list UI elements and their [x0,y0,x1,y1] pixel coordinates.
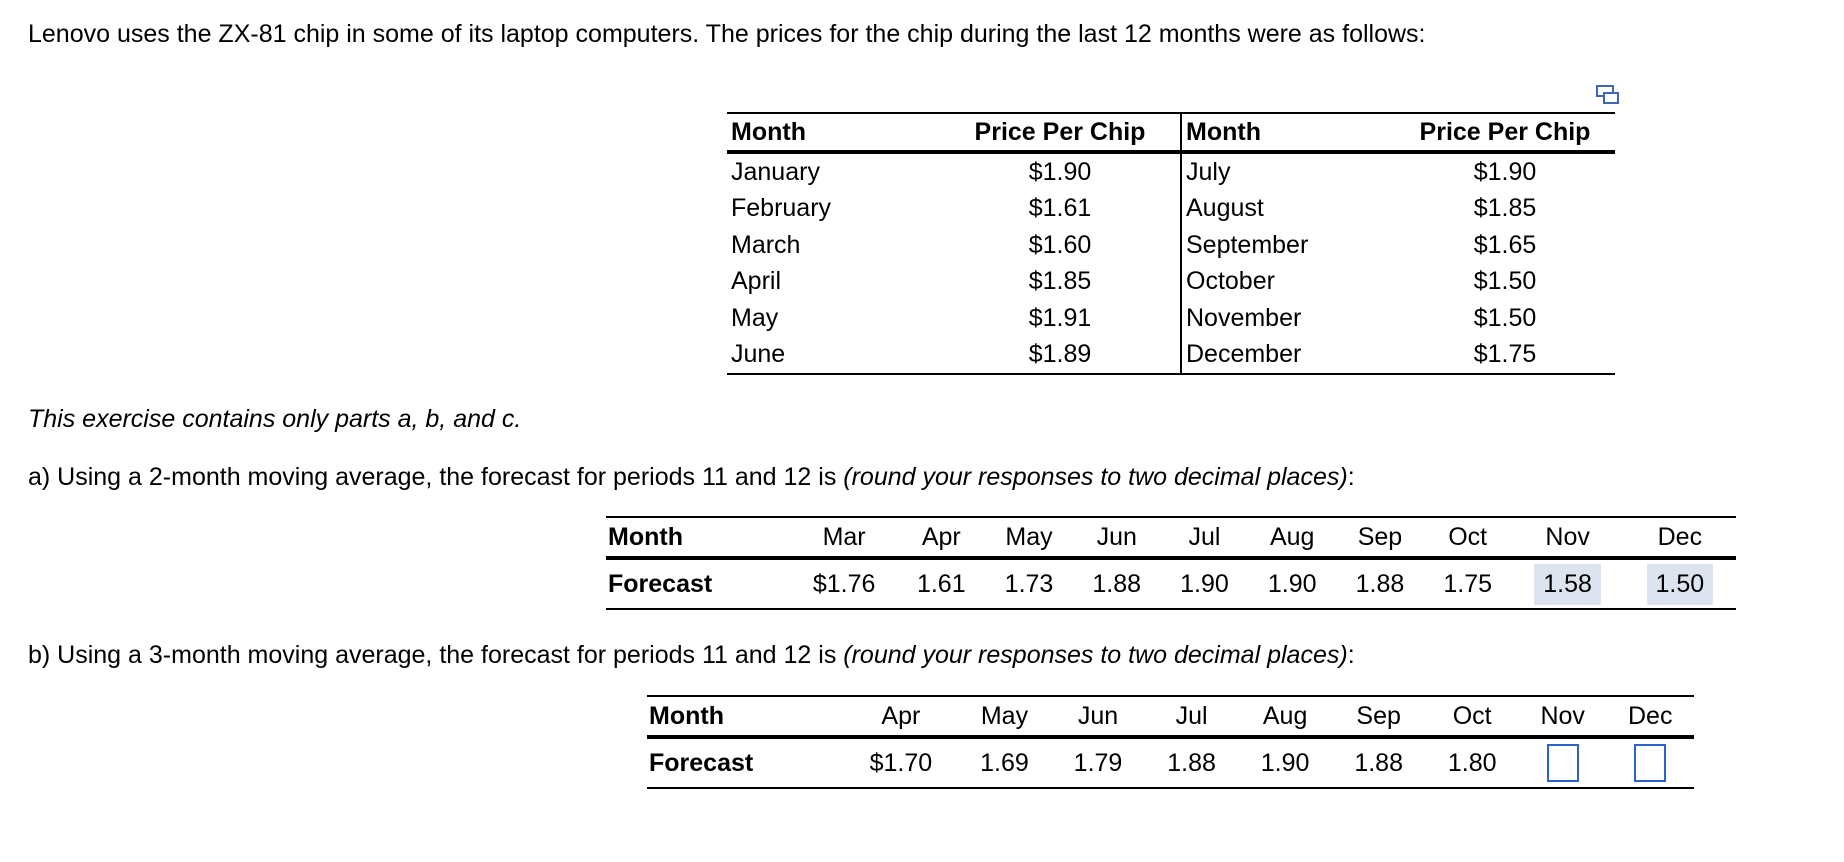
price-table-header [727,113,1615,152]
month-row [647,696,1694,737]
month-cell: Mar [791,517,898,558]
forecast-cell: 1.88 [1145,737,1239,788]
month-cell: Dec [1606,696,1694,737]
month-cell: Jul [1161,517,1249,558]
month-cell: Dec [1624,517,1736,558]
col-price: Price Per Chip [940,113,1181,152]
col-month: Month [1181,113,1395,152]
forecast-table-a [606,516,1736,610]
forecast-cell: 1.88 [1332,737,1426,788]
forecast-cell: $1.76 [791,558,898,609]
row-label: Forecast [647,737,844,788]
price-row [727,191,1615,228]
forecast-cell: $1.70 [844,737,958,788]
price-cell: $1.90 [940,152,1181,191]
answered-value[interactable]: 1.58 [1534,564,1601,605]
month-cell: December [1181,337,1395,375]
question-b: b) Using a 3-month moving average, the forecast for periods 11 and 12 is (round your responses to two decimal places): [28,641,1355,669]
month-cell: Nov [1519,696,1606,737]
month-cell: June [727,337,940,375]
month-cell: May [958,696,1052,737]
question-a: a) Using a 2-month moving average, the forecast for periods 11 and 12 is (round your responses to two decimal places): [28,463,1355,491]
price-cell: $1.89 [940,337,1181,375]
rounding-hint: (round your responses to two decimal places) [843,641,1348,669]
month-cell: Jul [1145,696,1239,737]
month-cell: Apr [897,517,985,558]
forecast-cell: 1.61 [897,558,985,609]
price-cell: $1.65 [1473,230,1537,259]
forecast-cell: 1.88 [1073,558,1161,609]
month-cell: October [1186,267,1275,296]
price-row [727,264,1615,301]
forecast-answer-cell [1519,737,1606,788]
col-month: Month [727,113,940,152]
month-cell: April [731,267,782,296]
forecast-table-b [647,695,1694,789]
rounding-hint: (round your responses to two decimal places) [843,463,1348,491]
row-label: Month [647,696,844,737]
price-row [727,300,1615,337]
month-cell: Aug [1238,696,1332,737]
price-cell: $1.85 [1473,194,1537,223]
exercise-note: This exercise contains only parts a, b, and c. [28,405,522,433]
row-label: Month [606,517,791,558]
month-row [606,517,1736,558]
price-cell: $1.85 [940,264,1181,301]
price-table [727,112,1615,375]
month-cell: Apr [844,696,958,737]
forecast-cell: 1.75 [1424,558,1512,609]
month-cell: February [731,194,832,223]
month-cell: January [731,157,820,186]
price-row [727,337,1615,375]
forecast-cell: 1.73 [985,558,1073,609]
month-cell: Jun [1051,696,1145,737]
forecast-cell: 1.69 [958,737,1052,788]
price-row [727,152,1615,191]
forecast-cell: 1.80 [1425,737,1519,788]
question-text: b) Using a 3-month moving average, the forecast for periods 11 and 12 is [28,641,844,669]
answered-value[interactable]: 1.50 [1647,564,1714,605]
price-cell: $1.90 [1473,157,1537,186]
month-cell: November [1186,303,1302,332]
month-cell: Jun [1073,517,1161,558]
forecast-cell: 1.79 [1051,737,1145,788]
price-cell: $1.75 [1395,337,1615,375]
month-cell: August [1186,194,1264,223]
forecast-row [606,558,1736,609]
month-cell: Oct [1424,517,1512,558]
price-cell: $1.60 [940,227,1181,264]
row-label: Forecast [606,558,791,609]
answer-input[interactable] [1547,744,1579,782]
price-cell: $1.61 [940,191,1181,228]
answer-input[interactable] [1634,744,1666,782]
forecast-answer-cell [1624,558,1736,609]
forecast-cell: 1.90 [1238,737,1332,788]
price-cell: $1.50 [1473,303,1537,332]
month-cell: Aug [1248,517,1336,558]
copy-table-icon[interactable] [1595,84,1621,108]
month-cell: Oct [1425,696,1519,737]
problem-intro: Lenovo uses the ZX-81 chip in some of its laptop computers. The prices for the chip during the last 12 months were as follows: [28,20,1426,48]
price-row [727,227,1615,264]
month-cell: Sep [1332,696,1426,737]
month-cell: Nov [1512,517,1624,558]
question-text: a) Using a 2-month moving average, the forecast for periods 11 and 12 is [28,463,844,491]
month-cell: July [1186,157,1231,186]
month-cell: May [731,303,779,332]
forecast-cell: 1.88 [1336,558,1424,609]
forecast-answer-cell [1512,558,1624,609]
forecast-answer-cell [1606,737,1694,788]
month-cell: March [731,230,801,259]
forecast-cell: 1.90 [1248,558,1336,609]
month-cell: September [1186,230,1309,259]
month-cell: May [985,517,1073,558]
month-cell: Sep [1336,517,1424,558]
col-price: Price Per Chip [1395,113,1615,152]
forecast-cell: 1.90 [1161,558,1249,609]
forecast-row [647,737,1694,788]
price-cell: $1.50 [1473,267,1537,296]
price-cell: $1.91 [940,300,1181,337]
